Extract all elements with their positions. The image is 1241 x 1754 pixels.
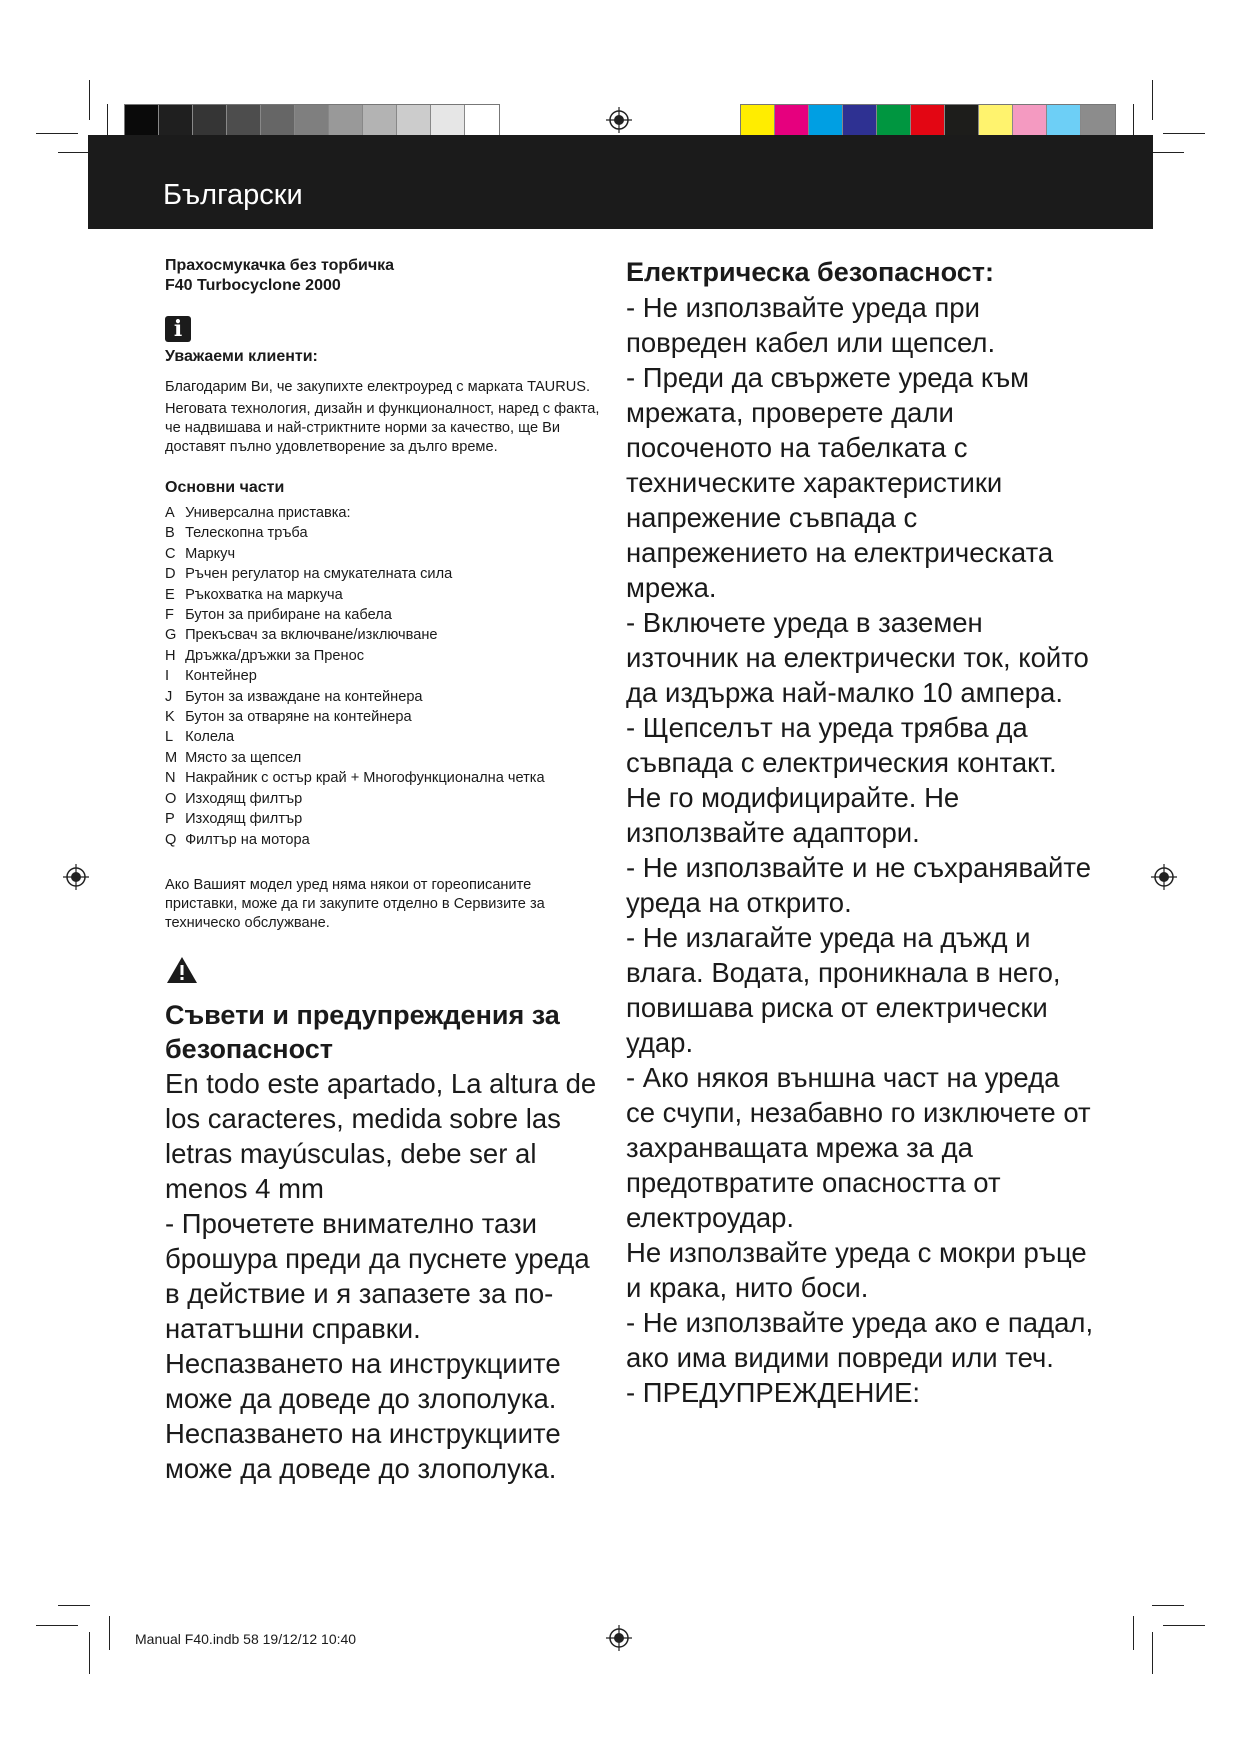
safety-paragraph: - Преди да свържете уреда към мрежата, проверете дали посоченото на табелката с техническите характеристики напрежение съвпада с напрежението на електрическата мрежа.	[626, 362, 1054, 603]
crop-mark	[1133, 1616, 1134, 1650]
registration-mark-icon	[606, 107, 632, 133]
part-item	[165, 646, 605, 666]
left-column	[165, 256, 605, 1486]
color-swatch	[741, 105, 775, 138]
right-column	[626, 255, 1096, 1410]
color-swatch	[877, 105, 911, 138]
safety-paragraph: - Не излагайте уреда на дъжд и влага. Водата, проникнала в него, повишава риска от електрически удар.	[626, 922, 1061, 1058]
language-title: Български	[163, 179, 303, 211]
part-key: O	[165, 790, 177, 807]
part-item	[165, 687, 605, 707]
part-label: Бутон за прибиране на кабела	[185, 607, 392, 624]
failure-warning: Неспазването на инструкциите може да доведе до злополука.	[165, 1417, 561, 1484]
process-color-bar	[740, 104, 1116, 139]
safety-heading: Съвети и предупреждения за безопасност	[165, 999, 560, 1064]
part-item	[165, 830, 605, 850]
crop-mark	[58, 152, 90, 153]
part-key: H	[165, 647, 176, 664]
part-label: Дръжка/дръжки за Пренос	[185, 647, 364, 664]
part-item	[165, 748, 605, 768]
crop-mark	[89, 80, 90, 120]
part-label: Бутон за изваждане на контейнера	[185, 688, 423, 705]
gray-swatch	[227, 105, 261, 138]
crop-mark	[1133, 104, 1134, 138]
gray-swatch	[295, 105, 329, 138]
part-label: Накрайник с остър край + Многофункционална четка	[185, 770, 545, 787]
crop-mark	[1152, 80, 1153, 120]
color-swatch	[1081, 105, 1115, 138]
gray-swatch	[397, 105, 431, 138]
crop-mark	[109, 1616, 110, 1650]
safety-paragraph: - ПРЕДУПРЕЖДЕНИЕ:	[626, 1377, 921, 1408]
crop-mark	[1152, 1605, 1184, 1606]
color-swatch	[809, 105, 843, 138]
part-label: Телескопна тръба	[185, 525, 308, 542]
print-slug: Manual F40.indb 58 19/12/12 10:40	[135, 1631, 357, 1647]
part-item	[165, 707, 605, 727]
part-item	[165, 503, 605, 523]
gray-swatch	[193, 105, 227, 138]
part-label: Маркуч	[185, 545, 236, 562]
color-swatch	[843, 105, 877, 138]
warning-icon	[165, 955, 199, 985]
safety-paragraph: - Включете уреда в заземен източник на електрически ток, който да издържа най-малко 10 ампера.	[626, 607, 1089, 708]
registration-mark-icon	[606, 1625, 632, 1651]
safety-paragraph: Не използвайте уреда с мокри ръце и крака, нито боси.	[626, 1237, 1087, 1303]
gray-swatch	[465, 105, 499, 138]
gray-swatch	[329, 105, 363, 138]
color-swatch	[775, 105, 809, 138]
part-item	[165, 727, 605, 747]
safety-paragraph: - Не използвайте и не съхранявайте уреда на открито.	[626, 852, 1091, 918]
parts-heading: Основни части	[165, 479, 285, 496]
spanish-note: En todo este apartado, La altura de los caracteres, medida sobre las letras mayúsculas, debe ser al menos 4 mm	[165, 1067, 597, 1204]
gray-color-bar	[124, 104, 500, 139]
part-item	[165, 564, 605, 584]
part-key: Q	[165, 831, 177, 848]
crop-mark	[36, 133, 78, 134]
part-key: E	[165, 586, 175, 603]
part-label: Ръкохватка на маркуча	[185, 586, 343, 603]
safety-paragraph: - Ако някоя външна част на уреда се счупи, незабавно го изключете от захранващата мрежа за да предотвратите опасността от електроудар.	[626, 1062, 1091, 1233]
product-model: F40 Turbocyclone 2000	[165, 277, 341, 294]
part-item	[165, 605, 605, 625]
failure-warning: Неспазването на инструкциите може да доведе до злополука.	[165, 1347, 561, 1414]
part-key: D	[165, 566, 176, 583]
parts-list	[165, 503, 605, 850]
gray-swatch	[363, 105, 397, 138]
color-swatch	[979, 105, 1013, 138]
part-label: Изходящ филтър	[185, 790, 303, 807]
thanks-text: Благодарим Ви, че закупихте електроуред с марката TAURUS.	[165, 379, 591, 395]
registration-mark-icon	[63, 864, 89, 890]
part-key: B	[165, 525, 175, 542]
part-key: M	[165, 749, 178, 766]
part-label: Универсална приставка:	[185, 505, 351, 521]
part-item	[165, 625, 605, 645]
crop-mark	[1152, 1632, 1153, 1674]
safety-paragraph: - Не използвайте уреда при повреден кабел или щепсел.	[626, 292, 996, 358]
part-label: Прекъсвач за включване/изключване	[185, 627, 438, 644]
gray-swatch	[125, 105, 159, 138]
part-label: Бутон за отваряне на контейнера	[185, 709, 412, 726]
gray-swatch	[159, 105, 193, 138]
part-key: C	[165, 545, 176, 562]
part-item	[165, 544, 605, 564]
part-item	[165, 523, 605, 543]
part-label: Филтър на мотора	[185, 831, 310, 848]
part-key: P	[165, 811, 175, 828]
crop-mark	[58, 1605, 90, 1606]
electrical-safety-heading: Електрическа безопасност:	[626, 257, 994, 287]
part-item	[165, 666, 605, 686]
crop-mark	[1163, 1625, 1205, 1626]
language-header	[88, 135, 1153, 229]
part-key: I	[165, 668, 170, 685]
part-label: Ръчен регулатор на смукателната сила	[185, 566, 453, 583]
info-icon: i	[165, 316, 191, 342]
part-key: A	[165, 505, 175, 521]
crop-mark	[89, 1632, 90, 1674]
part-key: J	[165, 688, 173, 705]
part-key: L	[165, 729, 174, 746]
part-key: N	[165, 770, 176, 787]
part-label: Място за щепсел	[185, 749, 302, 766]
gray-swatch	[431, 105, 465, 138]
color-swatch	[1047, 105, 1081, 138]
part-item	[165, 809, 605, 829]
crop-mark	[1152, 152, 1184, 153]
part-key: G	[165, 627, 177, 644]
crop-mark	[107, 104, 108, 138]
part-item	[165, 768, 605, 788]
part-item	[165, 585, 605, 605]
part-key: F	[165, 607, 174, 624]
accessories-note: Ако Вашият модел уред няма някои от гореописаните приставки, може да ги закупите отделно в Сервизите за техническо обслужване.	[165, 876, 545, 931]
technology-text: Неговата технология, дизайн и функционалност, наред с факта, че надвишава и най-стриктните норми за качество, ще Ви доставят пълно удовлетворение за дълго време.	[165, 401, 600, 455]
electrical-safety-list	[626, 290, 1096, 1410]
part-key: K	[165, 709, 175, 726]
part-label: Контейнер	[185, 668, 257, 685]
read-carefully-text: - Прочетете внимателно тази брошура преди да пуснете уреда в действие и я запазете за по-нататъшни справки.	[165, 1207, 590, 1344]
gray-swatch	[261, 105, 295, 138]
safety-paragraph: - Щепселът на уреда трябва да съвпада с електрическия контакт. Не го модифицирайте. Не използвайте адаптори.	[626, 712, 1057, 848]
safety-paragraph: - Не използвайте уреда ако е падал, ако има видими повреди или теч.	[626, 1307, 1094, 1373]
product-name: Прахосмукачка без торбичка	[165, 257, 395, 274]
part-item	[165, 789, 605, 809]
crop-mark	[1163, 133, 1205, 134]
registration-mark-icon	[1151, 864, 1177, 890]
crop-mark	[36, 1625, 78, 1626]
part-label: Колела	[185, 729, 235, 746]
part-label: Изходящ филтър	[185, 811, 303, 828]
color-swatch	[945, 105, 979, 138]
dear-customers-heading: Уважаеми клиенти:	[165, 348, 318, 365]
color-swatch	[911, 105, 945, 138]
color-swatch	[1013, 105, 1047, 138]
